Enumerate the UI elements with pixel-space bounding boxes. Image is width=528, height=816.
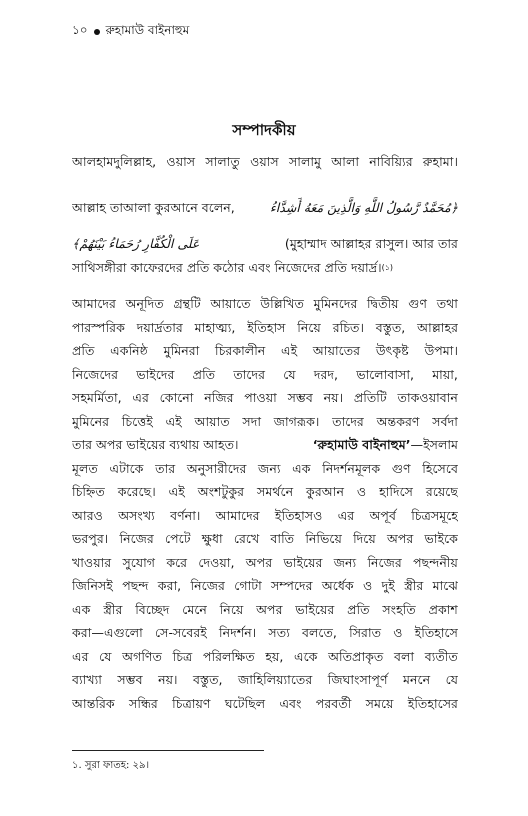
word: ভাইয়ের — [295, 601, 335, 617]
word: আয়াতে — [210, 296, 251, 311]
word: তার — [155, 460, 176, 476]
word: এক — [292, 460, 311, 476]
word: সহমর্মিতা, — [72, 390, 122, 405]
intro-text: আল্লাহ তাআলা কুরআনে বলেন, — [72, 200, 235, 215]
word: নিদর্শনমূলক — [322, 460, 381, 476]
word: করে — [166, 554, 188, 570]
word: সমর্থনে — [257, 484, 294, 499]
text-line — [72, 339, 458, 363]
text-line — [72, 386, 458, 410]
word: ভাইয়ের — [283, 554, 323, 570]
word: গুণ — [391, 460, 411, 476]
word: সালাতু — [205, 154, 240, 169]
word: তাদের — [332, 413, 364, 429]
word: অপর — [386, 531, 414, 546]
arabic-verse-part2: عَلَى الْكُفَّارِ رُحَمَاءُ بَيْنَهُمْ﴾ — [72, 236, 200, 251]
word: হাদিসে — [379, 484, 413, 499]
word: এই — [281, 343, 298, 358]
text-line — [72, 504, 458, 528]
word: জন্য — [333, 554, 357, 570]
translation-text: (মুহাম্মাদ আল্লাহর রাসুল। আর তার — [284, 236, 458, 251]
word: অনুসারীদের — [186, 460, 247, 476]
word: রয়েছে — [425, 484, 458, 499]
word: নিয়ে — [219, 601, 244, 617]
word: তথা — [436, 296, 458, 311]
footnote-ref: (১) — [381, 262, 394, 272]
word: বস্তুত, — [375, 319, 406, 335]
word: আলা — [331, 154, 359, 169]
word: মায়া, — [432, 366, 458, 382]
word: ক্ষুধা — [201, 531, 223, 546]
word: উপমা। — [424, 343, 458, 358]
word: এর — [72, 648, 89, 664]
word: স্ত্রীর — [103, 601, 123, 617]
word: স্ত্রীর — [404, 578, 424, 593]
word: পেটে — [165, 531, 191, 546]
word: গোটা — [234, 578, 262, 593]
word: মুমিনের — [72, 413, 110, 429]
word: অন্তকরণ — [376, 413, 420, 429]
word: বলতে, — [302, 625, 337, 640]
word: বলা — [394, 648, 415, 664]
word: পছন্দ — [122, 578, 149, 593]
word: রচিত। — [332, 319, 364, 335]
running-header — [72, 22, 189, 42]
word: মাঝে — [432, 578, 458, 593]
word: দিয়ে — [353, 531, 376, 546]
word: যে — [283, 366, 296, 382]
word: সময়ে — [365, 695, 394, 711]
word: অসংখ্য — [118, 507, 155, 523]
paragraph-praise — [72, 150, 458, 174]
word: ব্যতীত — [424, 648, 458, 664]
word: সিরাত — [349, 625, 382, 640]
word: সদা — [242, 413, 262, 429]
text-line — [72, 598, 458, 622]
text-line — [72, 645, 458, 669]
word: হিসেবে — [422, 460, 458, 476]
word: বর্ণনা। — [170, 507, 201, 523]
word: সম্ভব — [117, 672, 143, 687]
word: অতিপ্রাকৃত — [328, 648, 384, 664]
word: গুণ — [408, 296, 428, 311]
word: খাওয়ার — [72, 554, 112, 570]
word: যে — [99, 648, 112, 664]
text-line — [72, 433, 458, 457]
word: প্রতি — [192, 366, 216, 382]
word: মেনে — [182, 601, 207, 617]
word: সুযোগ — [122, 554, 156, 570]
text-line — [72, 410, 458, 434]
word: জিনিসই — [72, 578, 113, 593]
word: দ্বিতীয় — [367, 296, 399, 311]
text-line — [72, 480, 458, 504]
word: চিত্রসমূহে — [411, 507, 458, 523]
word: চিত্তেই — [121, 413, 153, 429]
word: সম্পদের — [271, 578, 313, 593]
word: জাহিলিয়্যাতের — [237, 672, 313, 687]
arabic-verse-part1: ﴿مُحَمَّدٌ رَّسُولُ اللَّهِ وَالَّذِينَ مَعَهُ أَشِدَّاءُ — [269, 200, 458, 215]
word: এর — [337, 507, 355, 523]
word: জন্য — [258, 460, 281, 476]
book-title-bold: ‘রুহামাউ বাইনাহুম’ — [312, 437, 411, 452]
word: প্রতি — [72, 343, 95, 358]
word: যে — [445, 672, 458, 687]
page-number: ১০ — [72, 23, 88, 37]
text-line — [72, 692, 458, 716]
word: করা—এগুলো — [72, 625, 143, 640]
word: নিজের — [190, 578, 225, 593]
word: নজির — [204, 390, 234, 405]
word: একে — [294, 648, 318, 664]
word: উৎকৃষ্ট — [375, 343, 409, 358]
word: চিরকালীন — [215, 343, 266, 358]
word: আন্তরিক — [72, 695, 115, 711]
word: ভাইকে — [424, 531, 458, 546]
word: মূলত — [72, 460, 98, 476]
text-line — [72, 551, 458, 575]
word: করা, — [157, 578, 182, 593]
text-line — [72, 574, 458, 598]
word: জাগরূক। — [273, 413, 320, 429]
word: পারস্পরিক — [72, 319, 125, 335]
word: একনিষ্ঠ — [110, 343, 148, 358]
word: মননে — [403, 672, 431, 687]
word: নিভিয়ে — [305, 531, 342, 546]
word: পছন্দনীয় — [413, 554, 458, 570]
word: ব্যাখ্যা — [72, 672, 102, 687]
bullet-dot-icon — [94, 29, 100, 35]
word: সে-সবেরই — [155, 625, 207, 640]
text-line — [72, 150, 458, 174]
word: ও — [393, 625, 403, 640]
text-line — [72, 363, 458, 387]
word: এবং — [279, 695, 302, 711]
word: ভালোবাসা, — [356, 366, 414, 382]
word: ভাইদের — [136, 366, 175, 382]
word: এক — [72, 601, 91, 617]
word: জিঘাংসাপূর্ণ — [327, 672, 388, 687]
text-line — [72, 196, 458, 220]
paragraph-quran-translation — [72, 232, 458, 279]
footnote-divider — [72, 750, 264, 751]
word: এই — [165, 413, 182, 429]
word: সর্বদা — [432, 413, 458, 429]
section-title: সম্পাদকীয় — [232, 121, 296, 139]
word: আমাদের — [72, 296, 116, 311]
word: অংশটুকুর — [197, 484, 245, 499]
word: নিয়ে — [297, 319, 321, 335]
word: ও — [363, 578, 373, 593]
word: সত্য — [268, 625, 290, 640]
word: অপর — [256, 601, 283, 617]
word: আমাদের — [215, 507, 260, 523]
word: কুরআন — [306, 484, 344, 499]
word: নিজেদের — [72, 366, 119, 382]
word: চিত্র — [172, 648, 193, 664]
word: মাহাত্ম্য, — [194, 319, 236, 335]
word: দয়ার্দ্রতার — [136, 319, 183, 335]
word: চিত্রায়ণ — [172, 695, 211, 711]
running-title: রুহামাউ বাইনাহুম — [105, 23, 190, 37]
text-line — [72, 256, 458, 280]
word: ওয়াস — [166, 154, 196, 169]
word: আলহামদুলিল্লাহ, — [72, 154, 157, 169]
word: এই — [168, 484, 185, 499]
word: করেছে। — [117, 484, 156, 499]
word: ইতিহাসও — [274, 507, 323, 523]
word: বাতি — [270, 531, 295, 546]
word: ইতিহাসের — [407, 695, 458, 711]
word: অগণিত — [122, 648, 163, 664]
text-segment: —ইসলাম — [410, 437, 458, 452]
word: অনূদিত — [125, 296, 164, 311]
word: অপর — [245, 554, 273, 570]
word: নয়। — [323, 390, 344, 405]
word: অপূর্ব — [369, 507, 396, 523]
word: দরদ, — [313, 366, 338, 382]
word: অর্ধেক — [321, 578, 354, 593]
translation-text-cont: সাথিসঙ্গীরা কাফেরদের প্রতি কঠোর এবং নিজেদের প্রতি দয়ার্দ্র। — [72, 259, 382, 275]
word: মুমিনরা — [163, 343, 200, 358]
word: ওয়াস — [250, 154, 279, 169]
text-line — [72, 232, 458, 256]
word: দেওয়া, — [198, 554, 235, 570]
word: ইতিহাস — [247, 319, 286, 335]
word: এর — [132, 390, 149, 405]
word: আল্লাহর — [417, 319, 458, 335]
word: নিজের — [367, 554, 402, 570]
text-line — [72, 457, 458, 481]
word: চিহ্নিত — [72, 484, 105, 499]
word: আরও — [72, 507, 103, 523]
word: হয়, — [265, 648, 284, 664]
word: সংহতি — [382, 601, 416, 617]
paragraph-quran-intro — [72, 196, 458, 220]
paragraph-main — [72, 292, 458, 715]
word: বস্তুত, — [193, 672, 223, 687]
word: নয়। — [158, 672, 178, 687]
word: তাকওয়াবান — [397, 390, 458, 405]
word: প্রতি — [347, 601, 370, 617]
word: নাবিয়্যির — [369, 154, 413, 169]
word: আয়াতের — [312, 343, 361, 358]
word: ভরপুর। — [72, 531, 109, 546]
word: দুই — [381, 578, 395, 593]
word: আয়াত — [194, 413, 230, 429]
word: পরিলক্ষিত — [202, 648, 255, 664]
footnote: ১. সুরা ফাতহ: ২৯। — [72, 760, 150, 771]
text-segment: তার অপর ভাইয়ের ব্যথায় আহত। — [72, 437, 239, 452]
text-line — [72, 316, 458, 340]
text-line — [72, 668, 458, 692]
text-line — [72, 527, 458, 551]
word: নিজের — [119, 531, 154, 546]
word: পাওয়া — [244, 390, 277, 405]
word: প্রতিটি — [353, 390, 387, 405]
word: পরবর্তী — [315, 695, 352, 711]
word: সম্ভব — [287, 390, 313, 405]
word: ইতিহাসে — [414, 625, 458, 640]
word: তাদের — [233, 366, 266, 382]
word: বিচ্ছেদ — [135, 601, 170, 617]
word: উল্লিখিত — [260, 296, 304, 311]
word: নিদর্শন। — [219, 625, 257, 640]
word: রুহামা। — [422, 154, 458, 169]
word: ঘটেছিল — [224, 695, 266, 711]
text-line — [72, 292, 458, 316]
word: এটাকে — [109, 460, 144, 476]
word: মুমিনদের — [313, 296, 358, 311]
word: রেখে — [233, 531, 260, 546]
text-line — [72, 621, 458, 645]
word: সালামু — [288, 154, 321, 169]
word: সন্ধির — [129, 695, 158, 711]
word: গ্রন্থটি — [173, 296, 201, 311]
word: কোনো — [159, 390, 194, 405]
word: ও — [356, 484, 367, 499]
word: প্রকাশ — [428, 601, 458, 617]
